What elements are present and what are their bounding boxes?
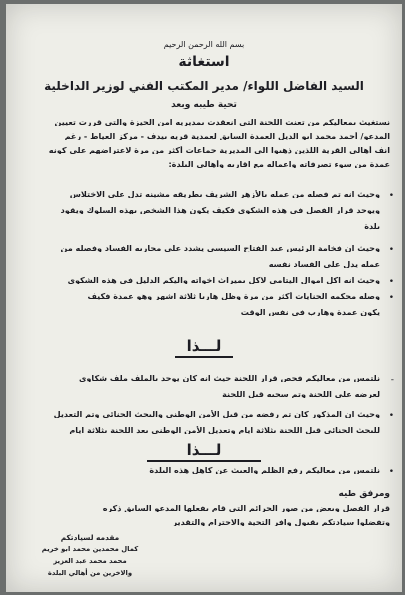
attachment-label: ومرفق طيه bbox=[338, 490, 390, 499]
bullet-point-marker: - bbox=[390, 375, 394, 385]
letter-title: استغاثة bbox=[178, 54, 230, 70]
signature-line: والاخرين من أهالي البلدة bbox=[47, 569, 133, 577]
point-line: وحيث ان المذكور كان تم رفضه من قبل الأمن الوطني والبحث الجنائي وتم التعديل bbox=[53, 410, 380, 419]
therefore-heading bbox=[6, 442, 402, 458]
point-line: وحيث انه اكل اموال اليتامى لاكل بميراث اخواته واليكم الدليل في هذه الشكوى bbox=[67, 276, 380, 285]
point-line: عمله يدل على الفساد نفسه bbox=[268, 260, 380, 269]
intro-line: عمدة من سوء تصرفاته واعماله مع اقاربه وأهالي البلدة: bbox=[168, 160, 390, 169]
basmala: بسم الله الرحمن الرحيم bbox=[163, 40, 245, 49]
bullet-point-marker: • bbox=[388, 245, 394, 255]
point-line: يكون عمدة وهارب في نفس الوقت bbox=[240, 308, 380, 317]
closing-text: وتفضلوا سيادتكم بقبول وافر التحية والاحترام والتقدير bbox=[172, 518, 390, 527]
bullet-point-marker: • bbox=[388, 467, 394, 477]
addressee: السيد الفاضل اللواء/ مدير المكتب الفني لوزير الداخلية bbox=[44, 79, 364, 93]
signature-line: مقدمه لسيادتكم bbox=[60, 533, 120, 542]
complaint-letter bbox=[6, 4, 402, 592]
bullet-point-marker: • bbox=[388, 191, 394, 201]
point-line: بلدة bbox=[364, 222, 380, 231]
attachment-text: قرار الفصل وبعض من صور الجرائم التي قام بفعلها المدعو السابق ذكره bbox=[102, 504, 390, 513]
point-line: وحيث ان فخامة الرئيس عبد الفتاح السيسي يشدد على محاربه الفساد وفصله من bbox=[60, 244, 380, 253]
point-line: للبحث الجنائي قبل اللجنة بثلاثة ايام وتعديل الأمن الوطني بعد اللجنة بثلاثة ايام bbox=[69, 426, 380, 435]
intro-line: انف أهالي القرية اللذين ذهبوا الى المديرية جماعات أكثر من مرة لاعتراضهم على كونه bbox=[48, 146, 390, 155]
therefore-heading bbox=[6, 338, 402, 354]
point-line: نلتمس من معاليكم فحص قرار اللجنة حيث انه كان يوجد بالملف ملف شكاوى bbox=[78, 374, 380, 383]
bullet-point-marker: • bbox=[388, 277, 394, 287]
intro-line: نستغيث بمعاليكم من تعنت اللجنة التي انعقدت بمديريه امن الجيزة والتي قررت تعيين bbox=[54, 118, 390, 127]
point-line: نلتمس من معاليكم رفع الظلم والعبث عن كاهل هذه البلدة bbox=[149, 466, 380, 475]
therefore-text: لـــذا bbox=[147, 441, 262, 462]
intro-line: المدعو/ أحمد محمد ابو الديل العمدة السابق لعمدية قريه بيدف - مركز العياط - رغم bbox=[64, 132, 390, 141]
signature-line: كمال محمدين محمد ابو خريم bbox=[41, 545, 139, 553]
point-line: لعرضه على اللجنة وتم سحبه قبل اللجنة bbox=[222, 390, 380, 399]
therefore-text: لـــذا bbox=[175, 337, 234, 358]
bullet-point-marker: • bbox=[388, 411, 394, 421]
greeting: تحية طيبه وبعد bbox=[171, 100, 237, 110]
point-line: ويوجد قرار الفصل في هذه الشكوى فكيف يكون هذا الشخص بهذه السلوك ويقود bbox=[60, 206, 380, 215]
point-line: وحيث انه تم فصله من عمله بالأزهر الشريف بطريقه مشينه تدل على الاختلاس bbox=[69, 190, 380, 199]
signature-line: محمد محمد عبد العزيز bbox=[53, 557, 127, 565]
bullet-point-marker: • bbox=[388, 293, 394, 303]
point-line: وصله محكمه الجنايات أكثر من مرة وظل هاربا ثلاثة اشهر وهو عمدة فكيف bbox=[87, 292, 380, 301]
